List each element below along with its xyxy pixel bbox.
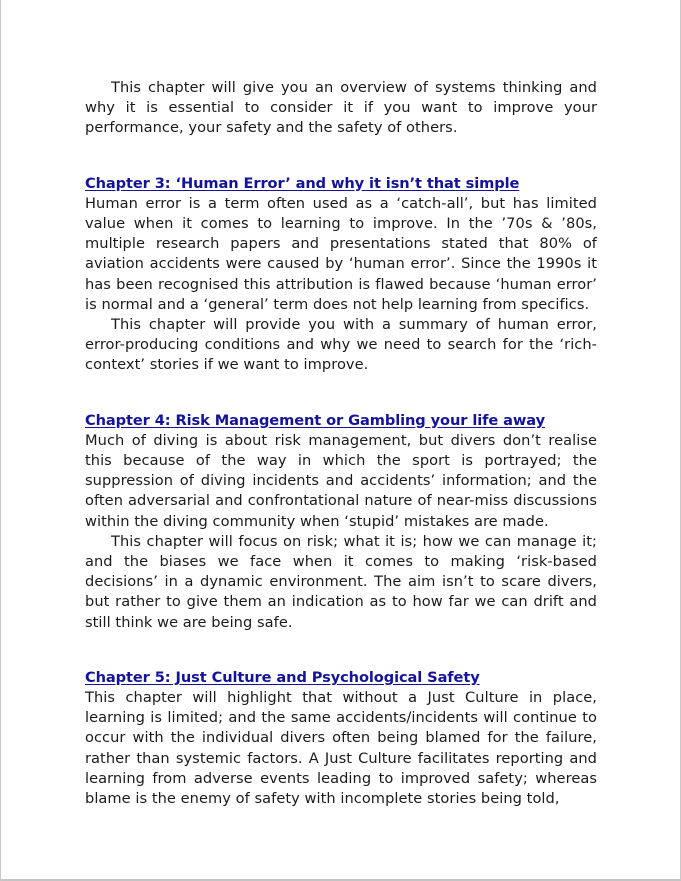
chapter-heading-5: Chapter 5: Just Culture and Psychological Safety xyxy=(85,668,480,686)
document-text-column xyxy=(85,78,597,809)
chapter-heading-4: Chapter 4: Risk Management or Gambling your life away xyxy=(85,411,546,429)
chapter-heading-3: Chapter 3: ‘Human Error’ and why it isn’t that simple xyxy=(85,174,520,192)
section-spacer xyxy=(85,376,597,411)
section-spacer xyxy=(85,633,597,668)
section-spacer xyxy=(85,139,597,174)
chapter-5-paragraph-1: This chapter will highlight that without a Just Culture in place, learning is limited; and the same accidents/incidents will continue to occur with the individual divers often being blamed for the failure, rather than systemic factors. A Just Culture facilitates reporting and learning from adverse events leading to improved safety; whereas blame is the enemy of safety with incomplete stories being told, xyxy=(85,689,597,808)
document-body xyxy=(85,78,597,809)
intro-paragraph: This chapter will give you an overview of systems thinking and why it is essential to consider it if you want to improve your performance, your safety and the safety of others. xyxy=(85,79,597,137)
chapter-3-paragraph-2: This chapter will provide you with a summary of human error, error-producing conditions and why we need to search for the ‘rich-context’ stories if we want to improve. xyxy=(85,316,597,374)
chapter-4-paragraph-2: This chapter will focus on risk; what it is; how we can manage it; and the biases we face when it comes to making ‘risk-based decisions’ in a dynamic environment. The aim isn’t to scare divers, but rather to give them an indication as to how far we can drift and still think we are being safe. xyxy=(85,532,597,631)
chapter-4-paragraph-1: Much of diving is about risk management, but divers don’t realise this because of the way in which the sport is portrayed; the suppression of diving incidents and accidents’ information; and the often adversarial and confrontational nature of near-miss discussions within the diving community when ‘stupid’ mistakes are made. xyxy=(85,431,597,530)
chapter-3-paragraph-1: Human error is a term often used as a ‘catch-all’, but has limited value when it comes to learning to improve. In the ’70s & ’80s, multiple research papers and presentations stated that 80% of aviation accidents were caused by ‘human error’. Since the 1990s it has been recognised this attribution is flawed because ‘human error’ is normal and a ‘general’ term does not help learning from specifics. xyxy=(85,194,597,313)
